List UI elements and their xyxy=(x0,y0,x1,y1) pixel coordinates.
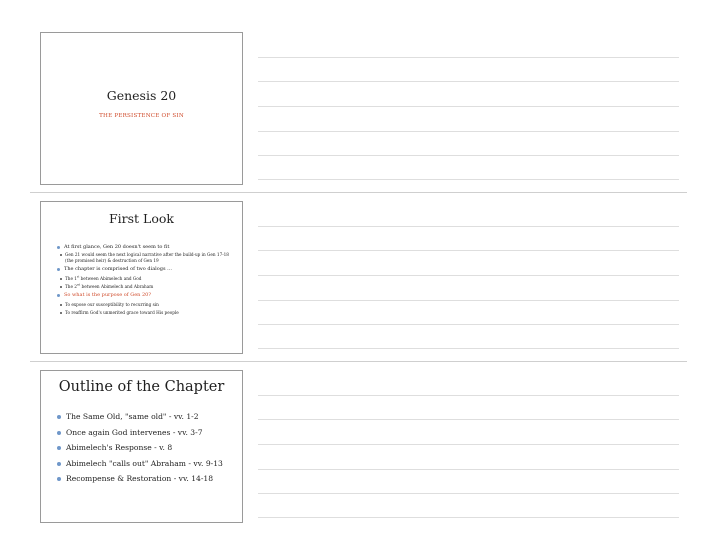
note-line xyxy=(258,493,679,494)
sub-bullet-text: Gen 21 would seem the next logical narrative after the build-up in Gen 17-18 (the promised heir) & destruction of Gen 19 xyxy=(65,252,229,263)
sub-bullet-text-cont: between Abimelech and Abraham xyxy=(80,284,154,290)
note-line xyxy=(258,324,679,325)
outline-text: Abimelech "calls out" Abraham - vv. 9-13 xyxy=(66,458,223,468)
bullet-icon xyxy=(57,477,61,481)
sub-bullet-icon xyxy=(60,312,62,314)
note-line xyxy=(258,226,679,227)
note-line xyxy=(258,444,679,445)
bullet-text: The chapter is comprised of two dialogs ... xyxy=(64,266,172,273)
outline-item xyxy=(56,440,241,456)
outline-text: Once again God intervenes - vv. 3-7 xyxy=(66,427,203,437)
note-line xyxy=(258,131,679,132)
section-divider xyxy=(30,192,687,193)
note-line xyxy=(258,517,679,518)
bullet-item xyxy=(56,266,238,272)
slide-1-subtitle: THE PERSISTENCE OF SIN xyxy=(99,113,184,119)
sub-bullet-text: The 1 xyxy=(65,275,77,281)
section-divider xyxy=(30,361,687,362)
bullet-item-highlight xyxy=(56,292,238,298)
bullet-icon xyxy=(57,431,61,435)
slide-2-bullet-list xyxy=(56,244,238,316)
ordinal-suffix: nd xyxy=(76,283,81,287)
note-line xyxy=(258,106,679,107)
bullet-icon xyxy=(57,246,60,249)
sub-bullet-item xyxy=(56,284,238,289)
bullet-icon xyxy=(57,462,61,466)
slide-3 xyxy=(40,370,243,523)
note-line xyxy=(258,179,679,180)
slide-1 xyxy=(40,32,243,185)
note-line xyxy=(258,469,679,470)
sub-bullet-item xyxy=(56,302,238,307)
note-line xyxy=(258,57,679,58)
bullet-text: At first glance, Gen 20 doesn't seem to fit xyxy=(64,244,170,250)
bullet-text: So what is the purpose of Gen 20? xyxy=(64,292,152,299)
outline-item xyxy=(56,456,241,472)
bullet-item xyxy=(56,244,238,250)
note-line xyxy=(258,275,679,276)
slide-3-bullet-list xyxy=(56,409,241,487)
bullet-icon xyxy=(57,294,60,297)
outline-text: Abimelech's Response - v. 8 xyxy=(66,443,173,452)
sub-bullet-icon xyxy=(60,304,62,306)
outline-item xyxy=(56,425,241,441)
note-line xyxy=(258,81,679,82)
bullet-icon xyxy=(57,446,61,450)
note-line xyxy=(258,155,679,156)
sub-bullet-icon xyxy=(60,278,62,280)
note-line xyxy=(258,395,679,396)
ordinal-suffix: st xyxy=(76,275,80,279)
sub-bullet-text: To expose our susceptibility to recurring sin xyxy=(65,301,159,307)
note-line xyxy=(258,300,679,301)
slide-1-title: Genesis 20 xyxy=(106,88,177,103)
outline-item xyxy=(56,409,241,425)
note-line xyxy=(258,348,679,349)
slide-2 xyxy=(40,201,243,354)
bullet-icon xyxy=(57,268,60,271)
slide-2-title: First Look xyxy=(109,211,174,226)
outline-item xyxy=(56,471,241,487)
sub-bullet-text-cont: between Abimelech and God xyxy=(79,275,142,281)
note-line xyxy=(258,250,679,251)
sub-bullet-item xyxy=(56,276,238,281)
note-line xyxy=(258,419,679,420)
slide-3-title: Outline of the Chapter xyxy=(58,379,225,395)
outline-text: Recompense & Restoration - vv. 14-18 xyxy=(66,474,214,483)
sub-bullet-text: The 2 xyxy=(65,284,77,290)
sub-bullet-item xyxy=(56,310,238,315)
sub-bullet-icon xyxy=(60,286,62,288)
sub-bullet-text: To reaffirm God's unmerited grace toward His people xyxy=(65,310,179,316)
bullet-icon xyxy=(57,415,61,419)
sub-bullet-icon xyxy=(60,254,62,256)
outline-text: The Same Old, "same old" - vv. 1-2 xyxy=(66,412,199,421)
sub-bullet-item xyxy=(56,252,238,263)
